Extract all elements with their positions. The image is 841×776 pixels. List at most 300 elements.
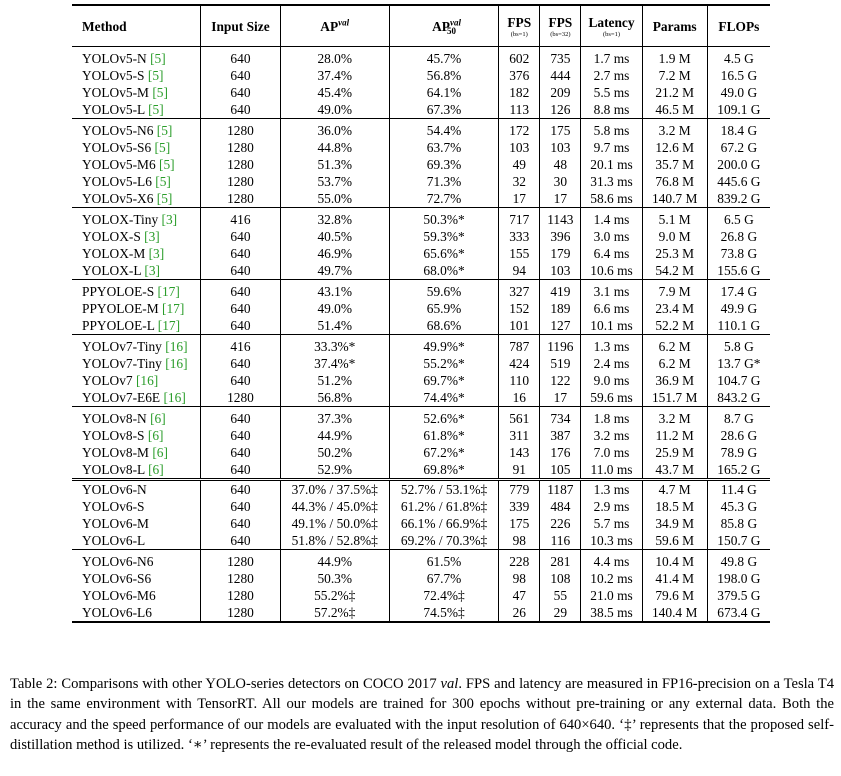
cell-latency: 11.0 ms	[581, 461, 642, 480]
table-row	[72, 139, 770, 156]
cell-latency: 10.3 ms	[581, 532, 642, 550]
citation-link[interactable]: [3]	[161, 212, 178, 227]
method-name: YOLOv5-N6	[82, 123, 154, 138]
cell-latency: 2.9 ms	[581, 498, 642, 515]
method-name: YOLOv8-N	[82, 411, 147, 426]
cell-fps-bs32: 281	[540, 550, 581, 571]
citation-link[interactable]: [16]	[163, 390, 186, 405]
comparison-table	[72, 4, 770, 623]
cell-input-size: 640	[201, 262, 280, 280]
citation-link[interactable]: [17]	[157, 318, 181, 333]
cell-fps-bs32: 419	[540, 280, 581, 301]
cell-fps-bs32: 116	[540, 532, 581, 550]
table-row	[72, 355, 770, 372]
cell-flops: 78.9 G	[707, 444, 770, 461]
citation-link[interactable]: [6]	[147, 428, 164, 443]
cell-input-size: 1280	[201, 119, 280, 140]
cell-method	[72, 604, 201, 622]
method-name: YOLOv6-L6	[82, 605, 152, 620]
cell-params: 11.2 M	[642, 427, 707, 444]
cell-latency: 1.3 ms	[581, 480, 642, 499]
cell-ap50: 67.2%*	[389, 444, 498, 461]
cell-fps-bs1: 16	[499, 389, 540, 407]
table-row	[72, 101, 770, 119]
cell-ap: 44.3% / 45.0%‡	[280, 498, 389, 515]
cell-fps-bs1: 101	[499, 317, 540, 335]
cell-fps-bs32: 127	[540, 317, 581, 335]
cell-ap50: 64.1%	[389, 84, 498, 101]
method-name: YOLOv6-N	[82, 482, 147, 497]
cell-method	[72, 480, 201, 499]
cell-latency: 21.0 ms	[581, 587, 642, 604]
cell-flops: 445.6 G	[707, 173, 770, 190]
method-name: YOLOv5-S	[82, 68, 145, 83]
cell-ap: 37.4%*	[280, 355, 389, 372]
cell-ap50: 68.6%	[389, 317, 498, 335]
cell-input-size: 640	[201, 280, 280, 301]
cell-ap: 28.0%	[280, 47, 389, 68]
cell-flops: 843.2 G	[707, 389, 770, 407]
table-row	[72, 480, 770, 499]
citation-link[interactable]: [17]	[162, 301, 185, 316]
cell-fps-bs32: 55	[540, 587, 581, 604]
cell-ap50: 74.4%*	[389, 389, 498, 407]
cell-ap: 37.4%	[280, 67, 389, 84]
header-ap-sup: val	[338, 17, 350, 28]
cell-method	[72, 532, 201, 550]
cell-fps-bs1: 98	[499, 570, 540, 587]
cell-flops: 5.8 G	[707, 335, 770, 356]
header-fps-bs1-text: FPS	[507, 15, 532, 30]
header-flops: FLOPs	[707, 5, 770, 47]
method-name: YOLOv5-L	[82, 102, 145, 117]
table-row	[72, 515, 770, 532]
cell-ap50: 50.3%*	[389, 208, 498, 229]
cell-ap50: 61.2% / 61.8%‡	[389, 498, 498, 515]
cell-fps-bs32: 105	[540, 461, 581, 480]
header-fps-bs32-note: (bs=32)	[550, 31, 571, 38]
cell-latency: 31.3 ms	[581, 173, 642, 190]
cell-params: 79.6 M	[642, 587, 707, 604]
cell-latency: 3.0 ms	[581, 228, 642, 245]
cell-fps-bs32: 387	[540, 427, 581, 444]
citation-link[interactable]: [5]	[156, 123, 173, 138]
header-fps-bs1	[499, 5, 540, 47]
table-row	[72, 245, 770, 262]
cell-flops: 49.0 G	[707, 84, 770, 101]
cell-latency: 20.1 ms	[581, 156, 642, 173]
cell-ap: 44.8%	[280, 139, 389, 156]
cell-ap: 33.3%*	[280, 335, 389, 356]
cell-method	[72, 101, 201, 119]
cell-params: 140.7 M	[642, 190, 707, 208]
cell-fps-bs1: 98	[499, 532, 540, 550]
cell-ap50: 52.6%*	[389, 407, 498, 428]
table-row	[72, 47, 770, 68]
cell-flops: 4.5 G	[707, 47, 770, 68]
cell-ap50: 74.5%‡	[389, 604, 498, 622]
cell-flops: 155.6 G	[707, 262, 770, 280]
cell-fps-bs32: 1196	[540, 335, 581, 356]
cell-input-size: 640	[201, 444, 280, 461]
cell-flops: 6.5 G	[707, 208, 770, 229]
cell-ap: 32.8%	[280, 208, 389, 229]
method-name: YOLOv7-Tiny	[82, 356, 162, 371]
table-row	[72, 427, 770, 444]
cell-params: 5.1 M	[642, 208, 707, 229]
cell-params: 21.2 M	[642, 84, 707, 101]
cell-input-size: 640	[201, 355, 280, 372]
table-row	[72, 372, 770, 389]
cell-ap50: 45.7%	[389, 47, 498, 68]
table-row	[72, 228, 770, 245]
citation-link[interactable]: [5]	[150, 51, 166, 66]
cell-fps-bs32: 179	[540, 245, 581, 262]
cell-ap: 49.0%	[280, 101, 389, 119]
cell-params: 35.7 M	[642, 156, 707, 173]
citation-link[interactable]: [6]	[152, 445, 168, 460]
citation-link[interactable]: [5]	[147, 68, 164, 83]
citation-link[interactable]: [5]	[155, 174, 171, 189]
cell-method	[72, 190, 201, 208]
method-name: YOLOX-M	[82, 246, 146, 261]
cell-params: 12.6 M	[642, 139, 707, 156]
cell-method	[72, 587, 201, 604]
cell-input-size: 640	[201, 317, 280, 335]
cell-ap: 52.9%	[280, 461, 389, 480]
cell-fps-bs32: 484	[540, 498, 581, 515]
cell-fps-bs1: 779	[499, 480, 540, 499]
cell-fps-bs1: 47	[499, 587, 540, 604]
cell-params: 46.5 M	[642, 101, 707, 119]
cell-flops: 110.1 G	[707, 317, 770, 335]
cell-flops: 8.7 G	[707, 407, 770, 428]
cell-ap50: 54.4%	[389, 119, 498, 140]
cell-fps-bs1: 152	[499, 300, 540, 317]
cell-flops: 18.4 G	[707, 119, 770, 140]
cell-fps-bs32: 1187	[540, 480, 581, 499]
cell-flops: 49.9 G	[707, 300, 770, 317]
method-name: YOLOv5-S6	[82, 140, 152, 155]
cell-input-size: 640	[201, 245, 280, 262]
header-fps-bs32	[540, 5, 581, 47]
cell-params: 25.9 M	[642, 444, 707, 461]
table-row	[72, 280, 770, 301]
cell-params: 3.2 M	[642, 119, 707, 140]
cell-fps-bs1: 91	[499, 461, 540, 480]
cell-latency: 6.6 ms	[581, 300, 642, 317]
cell-fps-bs1: 49	[499, 156, 540, 173]
cell-ap: 51.8% / 52.8%‡	[280, 532, 389, 550]
cell-flops: 379.5 G	[707, 587, 770, 604]
cell-method	[72, 372, 201, 389]
cell-latency: 59.6 ms	[581, 389, 642, 407]
cell-ap50: 71.3%	[389, 173, 498, 190]
cell-params: 9.0 M	[642, 228, 707, 245]
citation-link[interactable]: [17]	[157, 284, 180, 299]
cell-flops: 67.2 G	[707, 139, 770, 156]
table-body	[72, 47, 770, 623]
cell-latency: 7.0 ms	[581, 444, 642, 461]
cell-input-size: 1280	[201, 190, 280, 208]
citation-link[interactable]: [3]	[144, 229, 160, 244]
cell-params: 7.9 M	[642, 280, 707, 301]
caption-val: val	[440, 676, 459, 692]
cell-input-size: 1280	[201, 570, 280, 587]
citation-link[interactable]: [5]	[156, 191, 173, 206]
cell-ap50: 65.6%*	[389, 245, 498, 262]
cell-ap50: 52.7% / 53.1%‡	[389, 480, 498, 499]
method-name: PPYOLOE-S	[82, 284, 155, 299]
method-name: YOLOX-L	[82, 263, 142, 278]
table-row	[72, 262, 770, 280]
cell-input-size: 640	[201, 427, 280, 444]
cell-ap: 40.5%	[280, 228, 389, 245]
cell-input-size: 640	[201, 498, 280, 515]
cell-latency: 9.7 ms	[581, 139, 642, 156]
cell-method	[72, 389, 201, 407]
cell-ap50: 61.5%	[389, 550, 498, 571]
table-row	[72, 84, 770, 101]
table-row	[72, 300, 770, 317]
cell-ap: 45.4%	[280, 84, 389, 101]
cell-fps-bs1: 26	[499, 604, 540, 622]
cell-latency: 10.2 ms	[581, 570, 642, 587]
method-name: YOLOv7-E6E	[82, 390, 161, 405]
citation-link[interactable]: [16]	[165, 356, 188, 371]
citation-link[interactable]: [6]	[150, 411, 166, 426]
cell-input-size: 640	[201, 84, 280, 101]
method-name: YOLOv6-M6	[82, 588, 156, 603]
cell-fps-bs1: 787	[499, 335, 540, 356]
cell-params: 43.7 M	[642, 461, 707, 480]
cell-ap50: 69.2% / 70.3%‡	[389, 532, 498, 550]
cell-fps-bs1: 561	[499, 407, 540, 428]
cell-input-size: 1280	[201, 139, 280, 156]
header-fps-bs32-text: FPS	[548, 15, 573, 30]
method-name: YOLOv5-X6	[82, 191, 154, 206]
cell-latency: 1.3 ms	[581, 335, 642, 356]
table-row	[72, 119, 770, 140]
cell-method	[72, 156, 201, 173]
table-row	[72, 335, 770, 356]
cell-fps-bs32: 1143	[540, 208, 581, 229]
header-params: Params	[642, 5, 707, 47]
cell-method	[72, 47, 201, 68]
cell-ap50: 69.7%*	[389, 372, 498, 389]
table-row	[72, 208, 770, 229]
table-row	[72, 444, 770, 461]
cell-fps-bs1: 175	[499, 515, 540, 532]
cell-latency: 2.7 ms	[581, 67, 642, 84]
cell-input-size: 640	[201, 407, 280, 428]
table-row	[72, 498, 770, 515]
header-latency-note: (bs=1)	[602, 31, 621, 38]
cell-flops: 73.8 G	[707, 245, 770, 262]
table-row	[72, 550, 770, 571]
cell-params: 10.4 M	[642, 550, 707, 571]
cell-params: 140.4 M	[642, 604, 707, 622]
method-name: YOLOv6-L	[82, 533, 146, 548]
cell-params: 25.3 M	[642, 245, 707, 262]
cell-ap: 51.2%	[280, 372, 389, 389]
cell-fps-bs32: 189	[540, 300, 581, 317]
method-name: YOLOv8-M	[82, 445, 149, 460]
cell-method	[72, 119, 201, 140]
cell-fps-bs1: 424	[499, 355, 540, 372]
cell-ap: 44.9%	[280, 427, 389, 444]
cell-fps-bs32: 48	[540, 156, 581, 173]
cell-method	[72, 208, 201, 229]
table-row	[72, 604, 770, 622]
cell-fps-bs32: 734	[540, 407, 581, 428]
cell-fps-bs1: 155	[499, 245, 540, 262]
method-name: PPYOLOE-L	[82, 318, 155, 333]
cell-ap50: 67.3%	[389, 101, 498, 119]
citation-link[interactable]: [3]	[148, 246, 165, 261]
cell-ap: 53.7%	[280, 173, 389, 190]
cell-input-size: 416	[201, 208, 280, 229]
cell-flops: 26.8 G	[707, 228, 770, 245]
cell-input-size: 640	[201, 532, 280, 550]
cell-flops: 198.0 G	[707, 570, 770, 587]
citation-link[interactable]: [5]	[148, 102, 164, 117]
cell-input-size: 640	[201, 372, 280, 389]
header-latency-text: Latency	[588, 15, 635, 30]
cell-ap50: 59.3%*	[389, 228, 498, 245]
cell-fps-bs32: 30	[540, 173, 581, 190]
cell-method	[72, 498, 201, 515]
cell-latency: 1.7 ms	[581, 47, 642, 68]
cell-method	[72, 407, 201, 428]
cell-input-size: 1280	[201, 173, 280, 190]
cell-ap: 36.0%	[280, 119, 389, 140]
method-name: YOLOv8-L	[82, 462, 145, 477]
cell-fps-bs32: 108	[540, 570, 581, 587]
cell-fps-bs1: 172	[499, 119, 540, 140]
header-ap-text: AP	[320, 18, 339, 34]
citation-link[interactable]: [5]	[159, 157, 175, 172]
table-caption	[10, 674, 834, 756]
cell-flops: 13.7 G*	[707, 355, 770, 372]
cell-params: 36.9 M	[642, 372, 707, 389]
citation-link[interactable]: [5]	[154, 140, 171, 155]
cell-fps-bs32: 29	[540, 604, 581, 622]
cell-latency: 58.6 ms	[581, 190, 642, 208]
cell-flops: 85.8 G	[707, 515, 770, 532]
cell-fps-bs32: 17	[540, 190, 581, 208]
cell-fps-bs32: 122	[540, 372, 581, 389]
table-row	[72, 570, 770, 587]
cell-ap: 51.4%	[280, 317, 389, 335]
method-name: YOLOX-Tiny	[82, 212, 159, 227]
cell-ap50: 56.8%	[389, 67, 498, 84]
cell-method	[72, 300, 201, 317]
header-input-size: Input Size	[201, 5, 280, 47]
cell-fps-bs32: 735	[540, 47, 581, 68]
cell-flops: 109.1 G	[707, 101, 770, 119]
citation-link[interactable]: [5]	[152, 85, 168, 100]
cell-ap: 51.3%	[280, 156, 389, 173]
cell-ap50: 67.7%	[389, 570, 498, 587]
cell-ap: 49.1% / 50.0%‡	[280, 515, 389, 532]
cell-ap50: 63.7%	[389, 139, 498, 156]
cell-params: 23.4 M	[642, 300, 707, 317]
cell-fps-bs1: 94	[499, 262, 540, 280]
method-name: YOLOv5-N	[82, 51, 147, 66]
caption-part1: Comparisons with other YOLO-series detectors on COCO 2017	[57, 676, 441, 692]
cell-flops: 673.4 G	[707, 604, 770, 622]
cell-latency: 10.1 ms	[581, 317, 642, 335]
cell-fps-bs32: 209	[540, 84, 581, 101]
cell-params: 54.2 M	[642, 262, 707, 280]
cell-params: 6.2 M	[642, 355, 707, 372]
cell-fps-bs32: 126	[540, 101, 581, 119]
cell-ap50: 72.4%‡	[389, 587, 498, 604]
header-method: Method	[72, 5, 201, 47]
method-name: YOLOv7	[82, 373, 133, 388]
table-row	[72, 461, 770, 480]
cell-params: 52.2 M	[642, 317, 707, 335]
citation-link[interactable]: [6]	[148, 462, 164, 477]
cell-params: 3.2 M	[642, 407, 707, 428]
table-row	[72, 190, 770, 208]
cell-ap: 49.7%	[280, 262, 389, 280]
cell-ap: 50.3%	[280, 570, 389, 587]
cell-ap: 37.3%	[280, 407, 389, 428]
cell-input-size: 640	[201, 101, 280, 119]
cell-fps-bs1: 17	[499, 190, 540, 208]
cell-flops: 49.8 G	[707, 550, 770, 571]
cell-flops: 839.2 G	[707, 190, 770, 208]
citation-link[interactable]: [3]	[144, 263, 160, 278]
cell-method	[72, 245, 201, 262]
method-name: YOLOv6-N6	[82, 554, 154, 569]
cell-ap50: 69.3%	[389, 156, 498, 173]
cell-ap50: 55.2%*	[389, 355, 498, 372]
cell-latency: 3.1 ms	[581, 280, 642, 301]
header-ap50-sup: val	[449, 17, 461, 28]
cell-fps-bs32: 519	[540, 355, 581, 372]
cell-method	[72, 317, 201, 335]
cell-input-size: 640	[201, 515, 280, 532]
cell-fps-bs1: 182	[499, 84, 540, 101]
cell-method	[72, 139, 201, 156]
cell-fps-bs32: 444	[540, 67, 581, 84]
cell-input-size: 640	[201, 67, 280, 84]
citation-link[interactable]: [16]	[135, 373, 159, 388]
cell-latency: 1.4 ms	[581, 208, 642, 229]
cell-latency: 4.4 ms	[581, 550, 642, 571]
header-ap	[280, 5, 389, 47]
citation-link[interactable]: [16]	[165, 339, 188, 354]
cell-method	[72, 262, 201, 280]
cell-ap: 44.9%	[280, 550, 389, 571]
cell-input-size: 640	[201, 480, 280, 499]
cell-method	[72, 427, 201, 444]
cell-input-size: 640	[201, 461, 280, 480]
table-row	[72, 587, 770, 604]
cell-params: 6.2 M	[642, 335, 707, 356]
cell-params: 41.4 M	[642, 570, 707, 587]
cell-ap: 43.1%	[280, 280, 389, 301]
cell-fps-bs1: 103	[499, 139, 540, 156]
cell-ap: 56.8%	[280, 389, 389, 407]
cell-fps-bs1: 339	[499, 498, 540, 515]
cell-method	[72, 461, 201, 480]
cell-fps-bs32: 226	[540, 515, 581, 532]
method-name: PPYOLOE-M	[82, 301, 159, 316]
